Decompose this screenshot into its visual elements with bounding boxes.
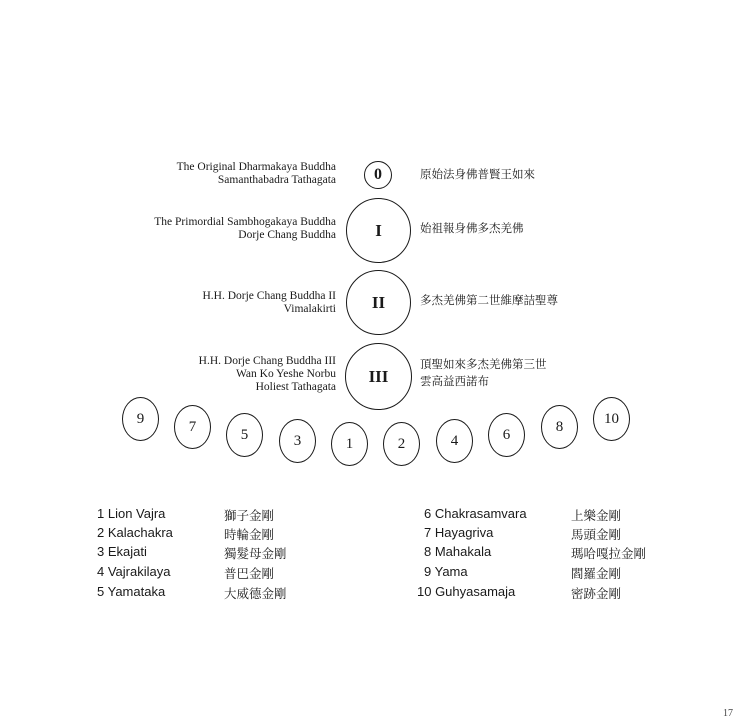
lineage-0-marker: 0 xyxy=(374,166,382,183)
deity-number: 3 xyxy=(293,432,302,449)
legend-chinese-9: 閻羅金剛 xyxy=(571,566,622,581)
deity-oval-6 xyxy=(488,413,525,457)
deity-oval-10 xyxy=(593,397,630,441)
lineage-1-english-line-2: Dorje Chang Buddha xyxy=(238,229,336,241)
legend-chinese-8: 瑪哈嘎拉金剛 xyxy=(571,546,647,561)
lineage-3-english-line-2: Wan Ko Yeshe Norbu xyxy=(235,368,336,380)
legend-label-5: 5 Yamataka xyxy=(97,584,166,599)
deity-number: 4 xyxy=(450,432,459,449)
deity-oval-1 xyxy=(331,422,368,466)
deity-number: 7 xyxy=(188,418,197,435)
legend-chinese-5: 大威德金剛 xyxy=(224,586,287,601)
legend-label-6: 6 Chakrasamvara xyxy=(424,506,527,521)
lineage-0-chinese-line-1: 原始法身佛普賢王如來 xyxy=(420,167,535,181)
lineage-1-english-line-1: The Primordial Sambhogakaya Buddha xyxy=(154,216,336,228)
deity-oval-7 xyxy=(174,405,211,449)
deity-oval-8 xyxy=(541,405,578,449)
lineage-0-english xyxy=(177,161,336,187)
lineage-2-english xyxy=(202,290,336,316)
legend-label-9: 9 Yama xyxy=(424,564,468,579)
legend-label-8: 8 Mahakala xyxy=(424,544,492,559)
lineage-3-english-line-3: Holiest Tathagata xyxy=(255,381,336,393)
legend-label-10: 10 Guhyasamaja xyxy=(417,584,516,599)
legend-chinese-1: 獅子金剛 xyxy=(224,508,275,523)
lineage-3-circle xyxy=(345,343,412,410)
deity-oval-3 xyxy=(279,419,316,463)
legend-label-1: 1 Lion Vajra xyxy=(97,506,166,521)
deity-number: 5 xyxy=(240,426,249,443)
deity-oval-9 xyxy=(122,397,159,441)
lineage-1-chinese xyxy=(420,220,524,237)
lineage-3-english-line-1: H.H. Dorje Chang Buddha III xyxy=(198,355,336,367)
deity-number: 1 xyxy=(345,435,354,452)
lineage-3-english xyxy=(199,355,336,394)
deity-oval-5 xyxy=(226,413,263,457)
legend-label-2: 2 Kalachakra xyxy=(97,525,173,540)
lineage-2-english-line-1: H.H. Dorje Chang Buddha II xyxy=(202,290,336,302)
lineage-1-chinese-line-1: 始祖報身佛多杰羌佛 xyxy=(420,221,524,235)
legend-chinese-7: 馬頭金剛 xyxy=(571,527,622,542)
legend-chinese-10: 密跡金剛 xyxy=(571,586,622,601)
deity-number: 8 xyxy=(555,418,564,435)
lineage-2-circle xyxy=(346,270,411,335)
lineage-0-circle xyxy=(364,161,392,189)
lineage-1-english xyxy=(154,216,336,242)
lineage-2-marker: II xyxy=(371,292,386,312)
lineage-3-chinese-line-1: 頂聖如來多杰羌佛第三世 xyxy=(420,357,547,371)
deity-oval-4 xyxy=(436,419,473,463)
lineage-2-chinese-line-1: 多杰羌佛第二世維摩詰聖尊 xyxy=(420,293,558,307)
deity-number: 10 xyxy=(604,410,619,427)
lineage-0-chinese xyxy=(420,166,535,183)
deity-number: 2 xyxy=(397,435,406,452)
lineage-1-circle xyxy=(346,198,411,263)
deity-oval-2 xyxy=(383,422,420,466)
lineage-3-marker: III xyxy=(368,366,389,386)
legend-label-7: 7 Hayagriva xyxy=(424,525,494,540)
legend-chinese-4: 普巴金剛 xyxy=(224,566,275,581)
legend-chinese-2: 時輪金剛 xyxy=(224,527,275,542)
lineage-3-chinese xyxy=(420,356,547,390)
deity-number: 9 xyxy=(136,410,145,427)
lineage-2-chinese xyxy=(420,292,558,309)
lineage-3-chinese-line-2: 雲高益西諾布 xyxy=(420,374,489,388)
page-number: 17 xyxy=(723,708,733,719)
lineage-2-english-line-2: Vimalakirti xyxy=(283,303,336,315)
lineage-0-english-line-1: The Original Dharmakaya Buddha xyxy=(176,161,336,173)
legend-chinese-3: 獨髮母金剛 xyxy=(224,546,287,561)
legend-chinese-6: 上樂金剛 xyxy=(571,508,622,523)
lineage-1-marker: I xyxy=(375,220,382,240)
deity-number: 6 xyxy=(502,426,511,443)
legend-label-4: 4 Vajrakilaya xyxy=(97,564,171,579)
lineage-0-english-line-2: Samanthabadra Tathagata xyxy=(217,174,336,186)
legend-label-3: 3 Ekajati xyxy=(97,544,147,559)
